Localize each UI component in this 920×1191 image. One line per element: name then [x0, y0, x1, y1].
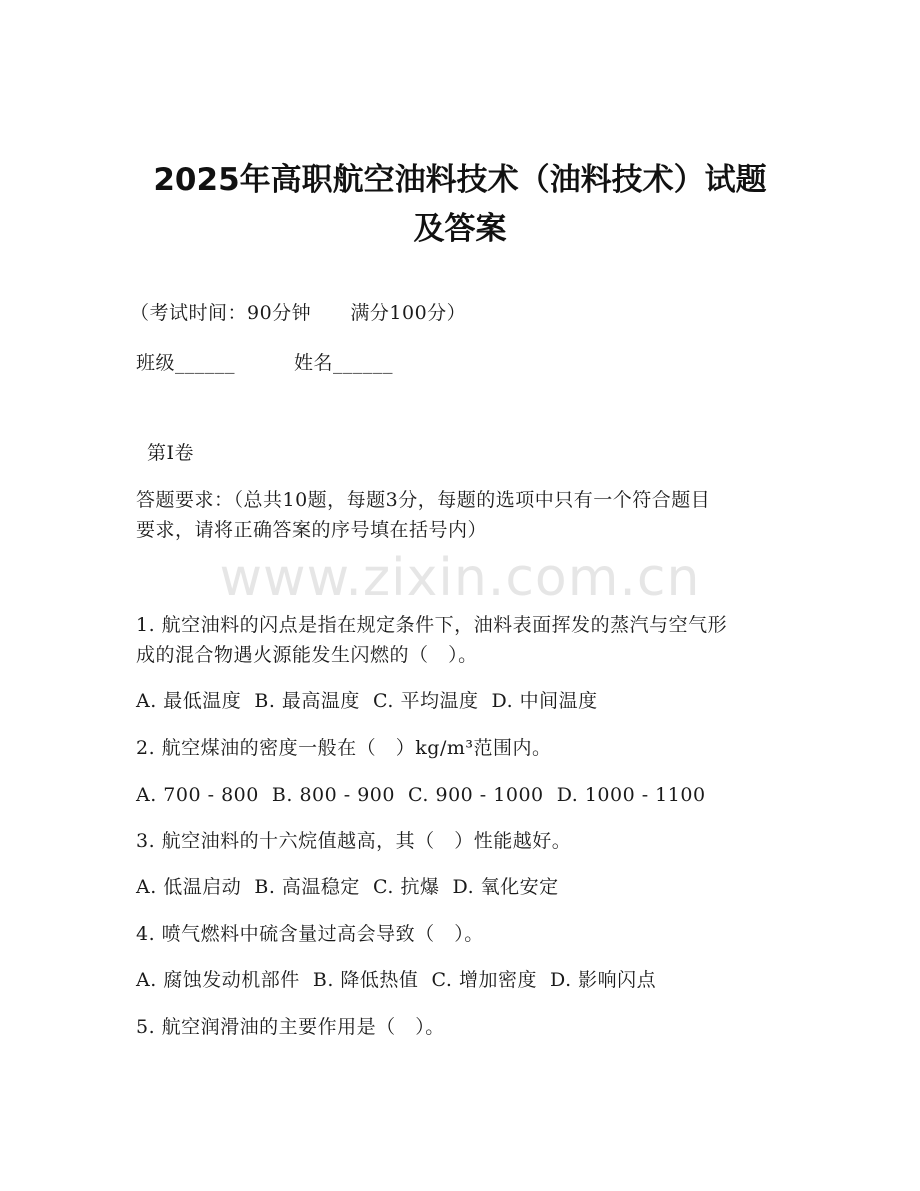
question-1-options: A. 最低温度 B. 最高温度 C. 平均温度 D. 中间温度 [136, 690, 598, 712]
question-4-options: A. 腐蚀发动机部件 B. 降低热值 C. 增加密度 D. 影响闪点 [136, 969, 657, 991]
question-5-stem: 5. 航空润滑油的主要作用是（ ）。 [136, 1016, 445, 1038]
instructions [136, 485, 786, 545]
instructions-line-2: 要求，请将正确答案的序号填在括号内） [136, 519, 488, 541]
question-1-stem-line-2: 成的混合物遇火源能发生闪燃的（ ）。 [136, 644, 478, 666]
name-field-label: 姓名______ [294, 352, 394, 374]
question-1 [136, 610, 786, 670]
class-field-label: 班级______ [136, 352, 236, 374]
document-title-line-2: 及答案 [413, 211, 507, 247]
question-2-stem: 2. 航空煤油的密度一般在（ ）kg/m³范围内。 [136, 737, 552, 759]
question-2-options: A. 700 - 800 B. 800 - 900 C. 900 - 1000 D. 1000 - 1100 [136, 784, 706, 806]
question-3-options: A. 低温启动 B. 高温稳定 C. 抗爆 D. 氧化安定 [136, 876, 559, 898]
question-4-stem: 4. 喷气燃料中硫含量过高会导致（ ）。 [136, 923, 484, 945]
document-title-line-1: 2025年高职航空油料技术（油料技术）试题 [153, 162, 767, 198]
section-heading: 第Ⅰ卷 [147, 442, 195, 464]
question-3-stem: 3. 航空油料的十六烷值越高，其（ ）性能越好。 [136, 830, 572, 852]
instructions-line-1: 答题要求：（总共10题，每题3分，每题的选项中只有一个符合题目 [136, 489, 711, 511]
exam-info: （考试时间：90分钟 满分100分） [130, 302, 467, 324]
question-1-stem-line-1: 1. 航空油料的闪点是指在规定条件下，油料表面挥发的蒸汽与空气形 [136, 614, 728, 636]
watermark: www.zixin.com.cn [219, 548, 701, 608]
